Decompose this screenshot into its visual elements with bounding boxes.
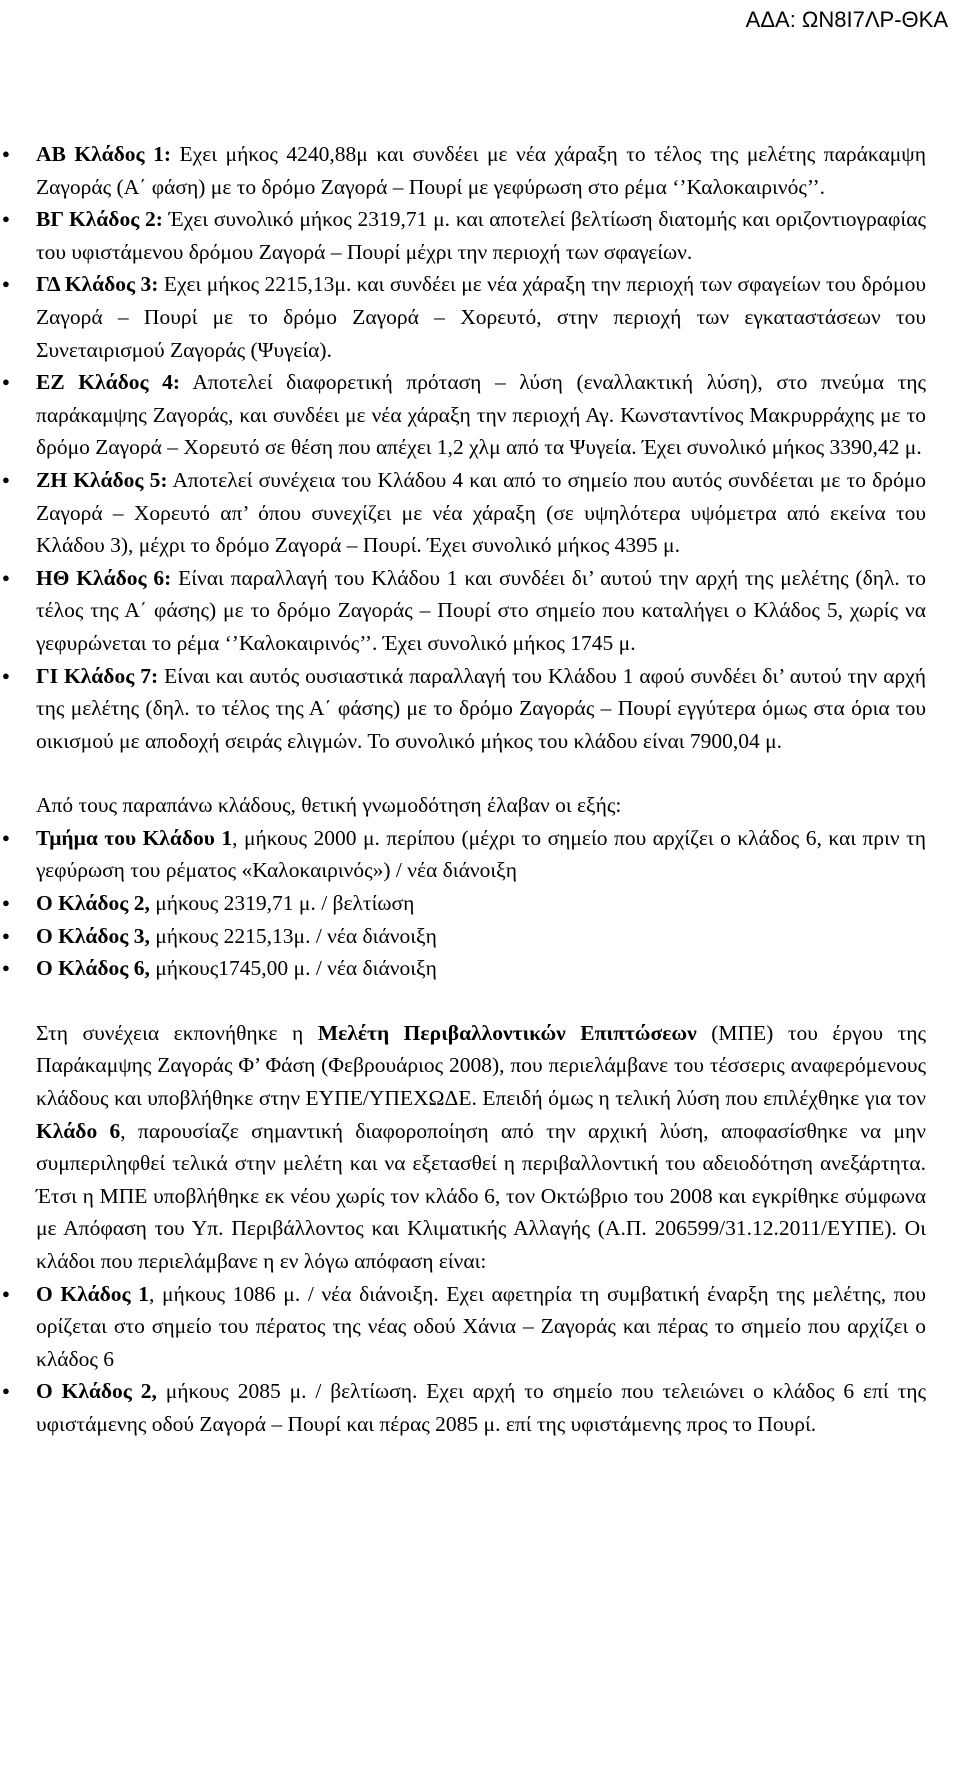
branch-title: ΑΒ Κλάδος 1:: [36, 142, 172, 166]
spacer: [36, 985, 926, 1017]
list-item: [36, 366, 926, 464]
list-item: [36, 464, 926, 562]
final-branch-text: μήκους 2085 μ. / βελτίωση. Εχει αρχή το σημείο που τελειώνει ο κλάδος 6 επί της υφιστάμενης οδού Ζαγορά – Πουρί και πέρας 2085 μ. επί της υφιστάμενης προς το Πουρί.: [36, 1379, 926, 1436]
branch-text: Εχει μήκος 2215,13μ. και συνδέει με νέα χάραξη την περιοχή των σφαγείων του δρόμου Ζαγορά – Πουρί με το δρόμο Ζαγορά – Χορευτό, στην περιοχή των εγκαταστάσεων του Συνεταιρισμού Ζαγοράς (Ψυγεία).: [36, 272, 926, 362]
opinion-intro: Από τους παραπάνω κλάδους, θετική γνωμοδότηση έλαβαν οι εξής:: [36, 793, 622, 818]
branch-text: Έχει συνολικό μήκος 2319,71 μ. και αποτελεί βελτίωση διατομής και οριζοντιογραφίας του υφιστάμενου δρόμου Ζαγορά – Πουρί μέχρι την περιοχή των σφαγείων.: [36, 207, 926, 264]
list-item: [36, 138, 926, 203]
approved-title: Ο Κλάδος 6,: [36, 956, 150, 981]
approved-text: μήκους1745,00 μ. / νέα διάνοιξη: [149, 956, 437, 981]
final-branch-text: , μήκους 1086 μ. / νέα διάνοιξη. Εχει αφετηρία τη συμβατική έναρξη της μελέτης, που ορίζεται στο σημείο του πέρατος της νέας οδού Χάνια – Ζαγοράς και πέρας το σημείο που αρχίζει ο κλάδος 6: [36, 1281, 926, 1371]
branch-title: ΒΓ Κλάδος 2:: [36, 207, 163, 232]
study-branch-6: Κλάδο 6: [36, 1118, 121, 1143]
approved-title: Ο Κλάδος 3,: [36, 923, 150, 948]
list-item: [36, 203, 926, 268]
branch-title: ΓΙ Κλάδος 7:: [36, 663, 159, 688]
list-item: [36, 562, 926, 660]
list-item: [36, 660, 926, 758]
list-item: [36, 952, 926, 985]
branches-list: [36, 138, 926, 757]
list-item: [36, 1278, 926, 1376]
study-title: Μελέτη Περιβαλλοντικών Επιπτώσεων: [317, 1020, 697, 1045]
branch-title: ΕΖ Κλάδος 4:: [36, 370, 181, 395]
list-item: [36, 268, 926, 366]
spacer: [36, 757, 926, 789]
approved-text: μήκους 2319,71 μ. / βελτίωση: [149, 891, 415, 916]
branch-title: ΗΘ Κλάδος 6:: [36, 565, 172, 590]
branch-text: Εχει μήκος 4240,88μ και συνδέει με νέα χάραξη το τέλος της μελέτης παράκαμψη Ζαγοράς (Α΄ φάση) με το δρόμο Ζαγορά – Πουρί με γεφύρωση στο ρέμα ‘’Καλοκαιρινός’’.: [36, 142, 926, 199]
list-item: [36, 920, 926, 953]
branch-text: Είναι και αυτός ουσιαστικά παραλλαγή του Κλάδου 1 αφού συνδέει δι’ αυτού την αρχή της μελέτης (δηλ. το τέλος της Α΄ φάσης) με το δρόμο Ζαγοράς – Πουρί εγγύτερα όμως στα όρια του οικισμού με αποδοχή σειράς ελιγμών. Το συνολικό μήκος του κλάδου είναι 7900,04 μ.: [36, 663, 926, 753]
approved-text: , μήκους 2000 μ. περίπου (μέχρι το σημείο που αρχίζει ο κλάδος 6, και πριν τη γεφύρωση του ρέματος «Καλοκαιρινός») / νέα διάνοιξη: [36, 825, 926, 883]
study-text: (ΜΠΕ) του έργου της Παράκαμψης Ζαγοράς Φ’ Φάση (Φεβρουάριος 2008), που περιελάμβανε του τέσσερις αναφερόμενους κλάδους και υποβλήθηκε στην ΕΥΠΕ/ΥΠΕΧΩΔΕ. Επειδή όμως η τελική λύση που επιλέχθηκε για τον: [36, 1020, 926, 1111]
branch-title: ΓΔ Κλάδος 3:: [36, 272, 159, 297]
branch-text: Είναι παραλλαγή του Κλάδου 1 και συνδέει δι’ αυτού την αρχή της μελέτης (δηλ. το τέλος της Α΄ φάσης) με το δρόμο Ζαγοράς – Πουρί στο σημείο που καταλήγει ο Κλάδος 5, χωρίς να γεφυρώνεται το ρέμα ‘’Καλοκαιρινός’’. Έχει συνολικό μήκος 1745 μ.: [36, 565, 926, 655]
final-branch-title: Ο Κλάδος 2,: [36, 1379, 157, 1404]
approved-list: [36, 822, 926, 985]
final-branches-list: [36, 1278, 926, 1441]
study-paragraph: [36, 1017, 926, 1278]
document-body: [36, 138, 926, 1441]
branch-title: ΖΗ Κλάδος 5:: [36, 467, 168, 492]
final-branch-title: Ο Κλάδος 1: [36, 1281, 149, 1306]
approved-text: μήκους 2215,13μ. / νέα διάνοιξη: [149, 923, 437, 948]
branch-text: Αποτελεί διαφορετική πρόταση – λύση (εναλλακτική λύση), στο πνεύμα της παράκαμψης Ζαγοράς, και συνδέει με νέα χάραξη την περιοχή Αγ. Κωνσταντίνος Μακρυρράχης με το δρόμο Ζαγορά – Χορευτό σε θέση που απέχει 1,2 χλμ από τα Ψυγεία. Έχει συνολικό μήκος 3390,42 μ.: [36, 370, 927, 460]
approved-title: Τμήμα του Κλάδου 1: [36, 825, 233, 850]
approved-title: Ο Κλάδος 2,: [36, 891, 150, 916]
list-item: [36, 887, 926, 920]
study-text: , παρουσίαζε σημαντική διαφοροποίηση από την αρχική λύση, αποφασίσθηκε να μην συμπεριληφθεί τελικά στην μελέτη και να εξετασθεί η περιβαλλοντική του αδειοδότηση ανεξάρτητα. Έτσι η ΜΠΕ υποβλήθηκε εκ νέου χωρίς τον κλάδο 6, τον Οκτώβριο του 2008 και εγκρίθηκε σύμφωνα με Απόφαση του Υπ. Περιβάλλοντος και Κλιματικής Αλλαγής (Α.Π. 206599/31.12.2011/ΕΥΠΕ). Οι κλάδοι που περιελάμβανε η εν λόγω απόφαση είναι:: [36, 1118, 927, 1273]
list-item: [36, 822, 926, 887]
list-item: [36, 1375, 926, 1440]
branch-text: Αποτελεί συνέχεια του Κλάδου 4 και από το σημείο που αυτός συνδέεται με το δρόμο Ζαγορά – Χορευτό απ’ όπου συνεχίζει με νέα χάραξη (σε υψηλότερα υψόμετρα από εκείνα του Κλάδου 3), μέχρι το δρόμο Ζαγορά – Πουρί. Έχει συνολικό μήκος 4395 μ.: [36, 467, 926, 558]
study-text: Στη συνέχεια εκπονήθηκε η: [36, 1020, 318, 1045]
document-code: ΑΔΑ: ΩΝ8Ι7ΛΡ-ΘΚΑ: [745, 7, 948, 32]
